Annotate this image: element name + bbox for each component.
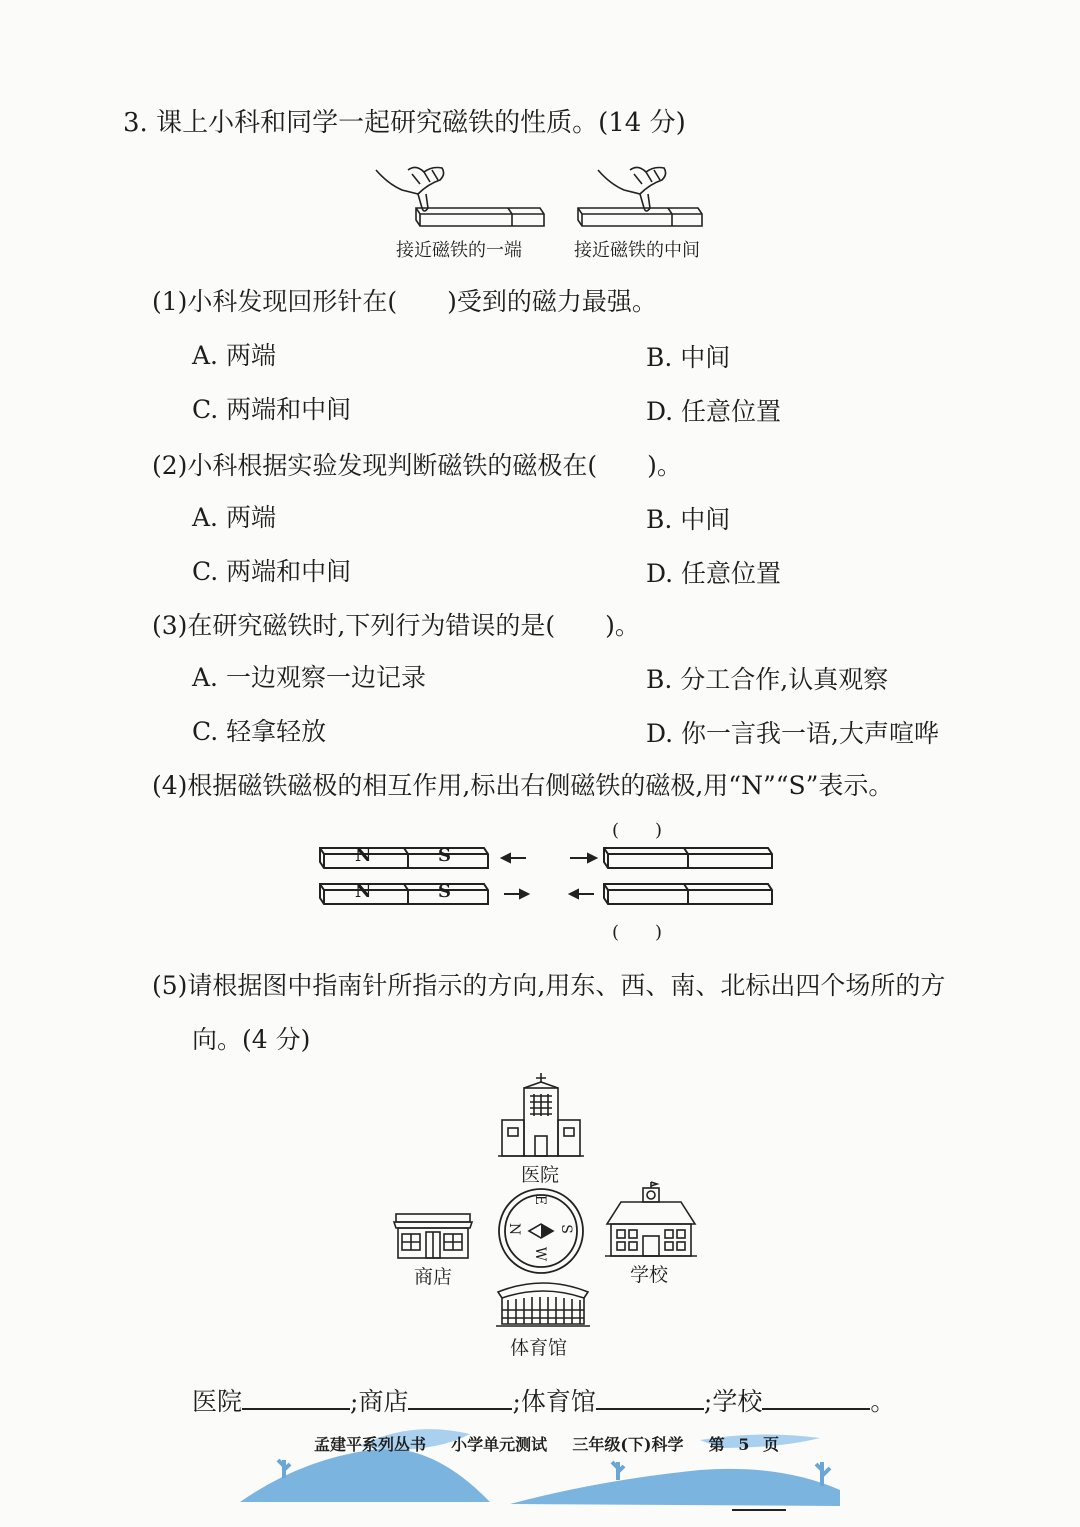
question-title: 3. 课上小科和同学一起研究磁铁的性质。(14 分) — [123, 108, 686, 138]
part-3-stem: (3)在研究磁铁时,下列行为错误的是( )。 — [152, 611, 640, 640]
magnet-diagram — [316, 842, 786, 912]
part-5-stem-line1: (5)请根据图中指南针所指示的方向,用东、西、南、北标出四个场所的方 — [152, 971, 946, 1000]
part-2-option-b: B. 中间 — [646, 505, 731, 534]
place-label-stadium: 体育馆 — [510, 1337, 568, 1359]
place-label-shop: 商店 — [414, 1266, 453, 1288]
answer-blank-shop[interactable] — [408, 1408, 512, 1410]
answer-line — [192, 1382, 895, 1418]
footer-grade: 三年级(下)科学 — [572, 1435, 684, 1454]
footer-series: 孟建平系列丛书 — [314, 1435, 427, 1454]
answer-label-shop: ;商店 — [350, 1387, 409, 1416]
footer-page-prefix: 第 — [708, 1435, 725, 1454]
part-4-stem: (4)根据磁铁磁极的相互作用,标出右侧磁铁的磁极,用“N”“S”表示。 — [152, 771, 894, 800]
place-label-school: 学校 — [630, 1264, 669, 1286]
part-2-stem: (2)小科根据实验发现判断磁铁的磁极在( )。 — [152, 451, 682, 480]
shop-icon — [392, 1212, 474, 1260]
footer-page-suffix: 页 — [762, 1435, 779, 1454]
answer-label-stadium: ;体育馆 — [512, 1387, 596, 1416]
compass-letter-w: W — [532, 1246, 549, 1262]
magnet-bracket-bottom: ( ) — [612, 922, 663, 943]
part-3-option-d: D. 你一言我一语,大声喧哗 — [646, 719, 939, 748]
figure-caption-end: 接近磁铁的一端 — [396, 240, 522, 261]
part-3-option-a: A. 一边观察一边记录 — [192, 663, 426, 692]
compass-letter-n: N — [506, 1222, 523, 1236]
figure-caption-middle: 接近磁铁的中间 — [574, 240, 700, 261]
footer — [314, 1432, 779, 1455]
school-icon — [603, 1180, 699, 1258]
compass-letter-s: S — [557, 1224, 574, 1234]
part-3-option-b: B. 分工合作,认真观察 — [646, 665, 889, 694]
answer-line-end: 。 — [870, 1387, 896, 1416]
magnet-top-s-label: S — [438, 845, 451, 866]
part-1-option-c: C. 两端和中间 — [192, 395, 352, 424]
place-label-hospital: 医院 — [521, 1164, 560, 1186]
part-2-option-d: D. 任意位置 — [646, 559, 782, 588]
magnet-top-n-label: N — [355, 845, 372, 866]
answer-blank-hospital[interactable] — [242, 1408, 350, 1410]
part-5-stem-line2: 向。(4 分) — [192, 1025, 311, 1054]
part-2-option-c: C. 两端和中间 — [192, 557, 352, 586]
footer-book: 小学单元测试 — [451, 1435, 548, 1454]
magnet-bottom-s-label: S — [438, 881, 451, 902]
answer-label-hospital: 医院 — [192, 1387, 243, 1416]
part-1-stem: (1)小科发现回形针在( )受到的磁力最强。 — [152, 287, 657, 316]
paperclip-figure — [368, 160, 728, 240]
stadium-icon — [494, 1280, 592, 1330]
footer-page-number: 5 — [738, 1435, 750, 1454]
magnet-bracket-top: ( ) — [612, 820, 663, 841]
part-2-option-a: A. 两端 — [192, 503, 276, 532]
part-1-option-d: D. 任意位置 — [646, 397, 782, 426]
compass-letter-e: E — [532, 1194, 549, 1206]
answer-blank-stadium[interactable] — [596, 1408, 704, 1410]
answer-label-school: ;学校 — [703, 1387, 763, 1416]
answer-blank-school[interactable] — [762, 1408, 870, 1410]
hospital-icon — [496, 1076, 586, 1158]
part-1-option-a: A. 两端 — [192, 341, 276, 370]
part-3-option-c: C. 轻拿轻放 — [192, 717, 327, 746]
part-1-option-b: B. 中间 — [646, 343, 731, 372]
magnet-bottom-n-label: N — [355, 881, 372, 902]
